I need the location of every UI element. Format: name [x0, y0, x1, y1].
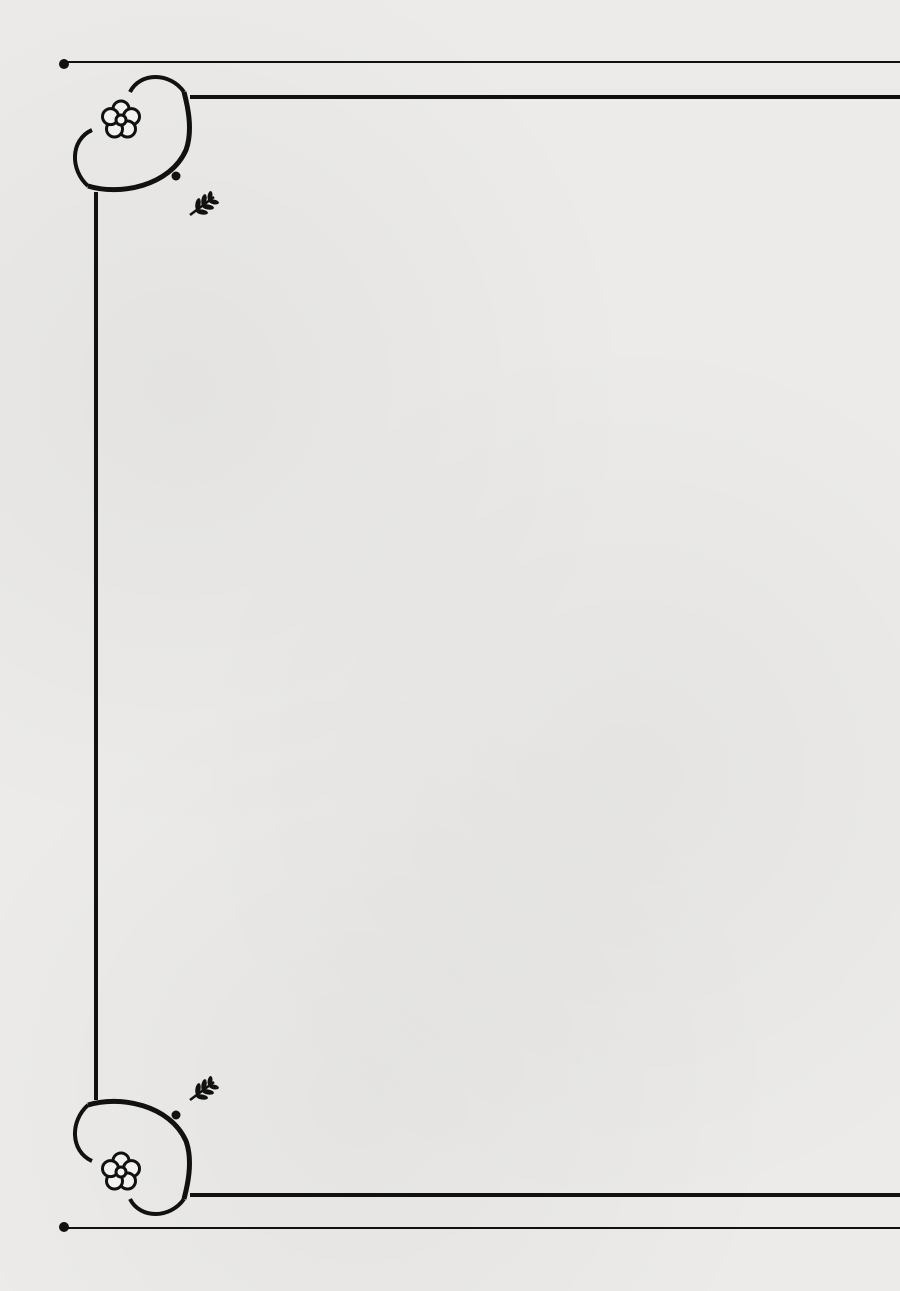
flower-icon	[103, 101, 140, 137]
bottom-left-corner-ornament	[59, 1076, 219, 1232]
leaf-sprig-icon	[190, 191, 219, 216]
flower-icon	[103, 1153, 140, 1189]
top-left-corner-ornament	[59, 59, 219, 216]
leaf-sprig-icon	[190, 1076, 219, 1101]
